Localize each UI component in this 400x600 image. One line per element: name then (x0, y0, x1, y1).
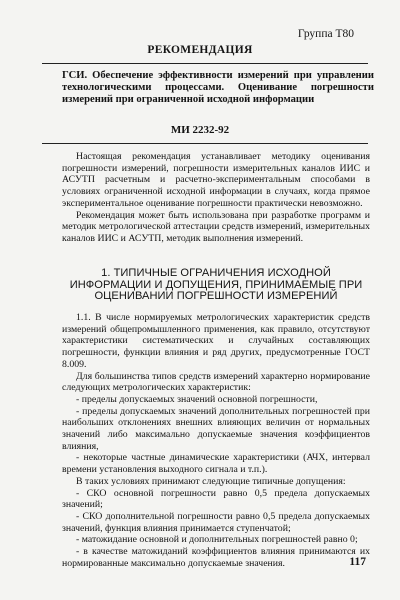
list-item: - матожидание основной и дополнительных погрешностей равно 0; (76, 534, 358, 546)
intro-paragraph: Настоящая рекомендация устанавливает методику оценивания погрешности измерений, погрешности измерительных каналов ИИС и АСУТП расчетным и расчетно-экспериментальным способами в условиях ограниченной исходной информации в случаях, когда прямое экспериментальное оценивание погрешности практически невозможно. (62, 151, 370, 209)
paragraph: В таких условиях принимают следующие типичные допущения: (76, 475, 346, 487)
list-item: - некоторые частные динамические характеристики (АЧХ, интервал времени установления выходного сигнала и т.п.). (62, 452, 370, 476)
list-item: - пределы допускаемых значений дополнительных погрешностей при наибольших отклонениях внешних влияющих величин от нормальных значений либо максимально допускаемые значения коэффициентов влияния, (62, 405, 370, 452)
section-heading: 1. ТИПИЧНЫЕ ОГРАНИЧЕНИЯ ИСХОДНОЙ ИНФОРМАЦИИ И ДОПУЩЕНИЯ, ПРИНИМАЕМЫЕ ПРИ ОЦЕНИВАНИИ ПОГРЕШНОСТИ ИЗМЕРЕНИЙ (69, 267, 363, 303)
document-title: ГСИ. Обеспечение эффективности измерений при управлении технологическими процессами. Оценивание погрешности измерений при ограниченной исходной информации (62, 70, 374, 106)
header-rule (42, 63, 368, 64)
title-rule (42, 143, 368, 144)
intro-paragraph: Рекомендация может быть использована при разработке программ и методик метрологической аттестации средств измерений, измерительных каналов ИИС и АСУТП, методик выполнения измерений. (62, 209, 370, 244)
document-type: РЕКОМЕНДАЦИЯ (147, 44, 253, 56)
paragraph: Для большинства типов средств измерений характерно нормирование следующих метрологических характеристик: (62, 370, 370, 394)
list-item: - СКО дополнительной погрешности равно 0,5 предела допускаемых значений, функция влияния принимается ступенчатой; (62, 510, 370, 534)
list-item: - в качестве матожиданий коэффициентов влияния принимаются их нормированные максимально допускаемые значения. (62, 546, 370, 569)
document-code: МИ 2232-92 (170, 124, 230, 136)
group-label: Группа Т80 (297, 28, 354, 40)
list-item: - СКО основной погрешности равно 0,5 предела допускаемых значений; (62, 487, 370, 511)
page-number: 117 (349, 556, 366, 568)
intro-text (62, 151, 370, 245)
section-text (62, 312, 370, 569)
paragraph: 1.1. В числе нормируемых метрологических характеристик средств измерений общепромышленного применения, как правило, отсутствуют характеристики систематических и случайных составляющих погрешности, функции влияния и ряд других, предусмотренные ГОСТ 8.009. (62, 312, 370, 370)
list-item: - пределы допускаемых значений основной погрешности, (76, 393, 318, 405)
